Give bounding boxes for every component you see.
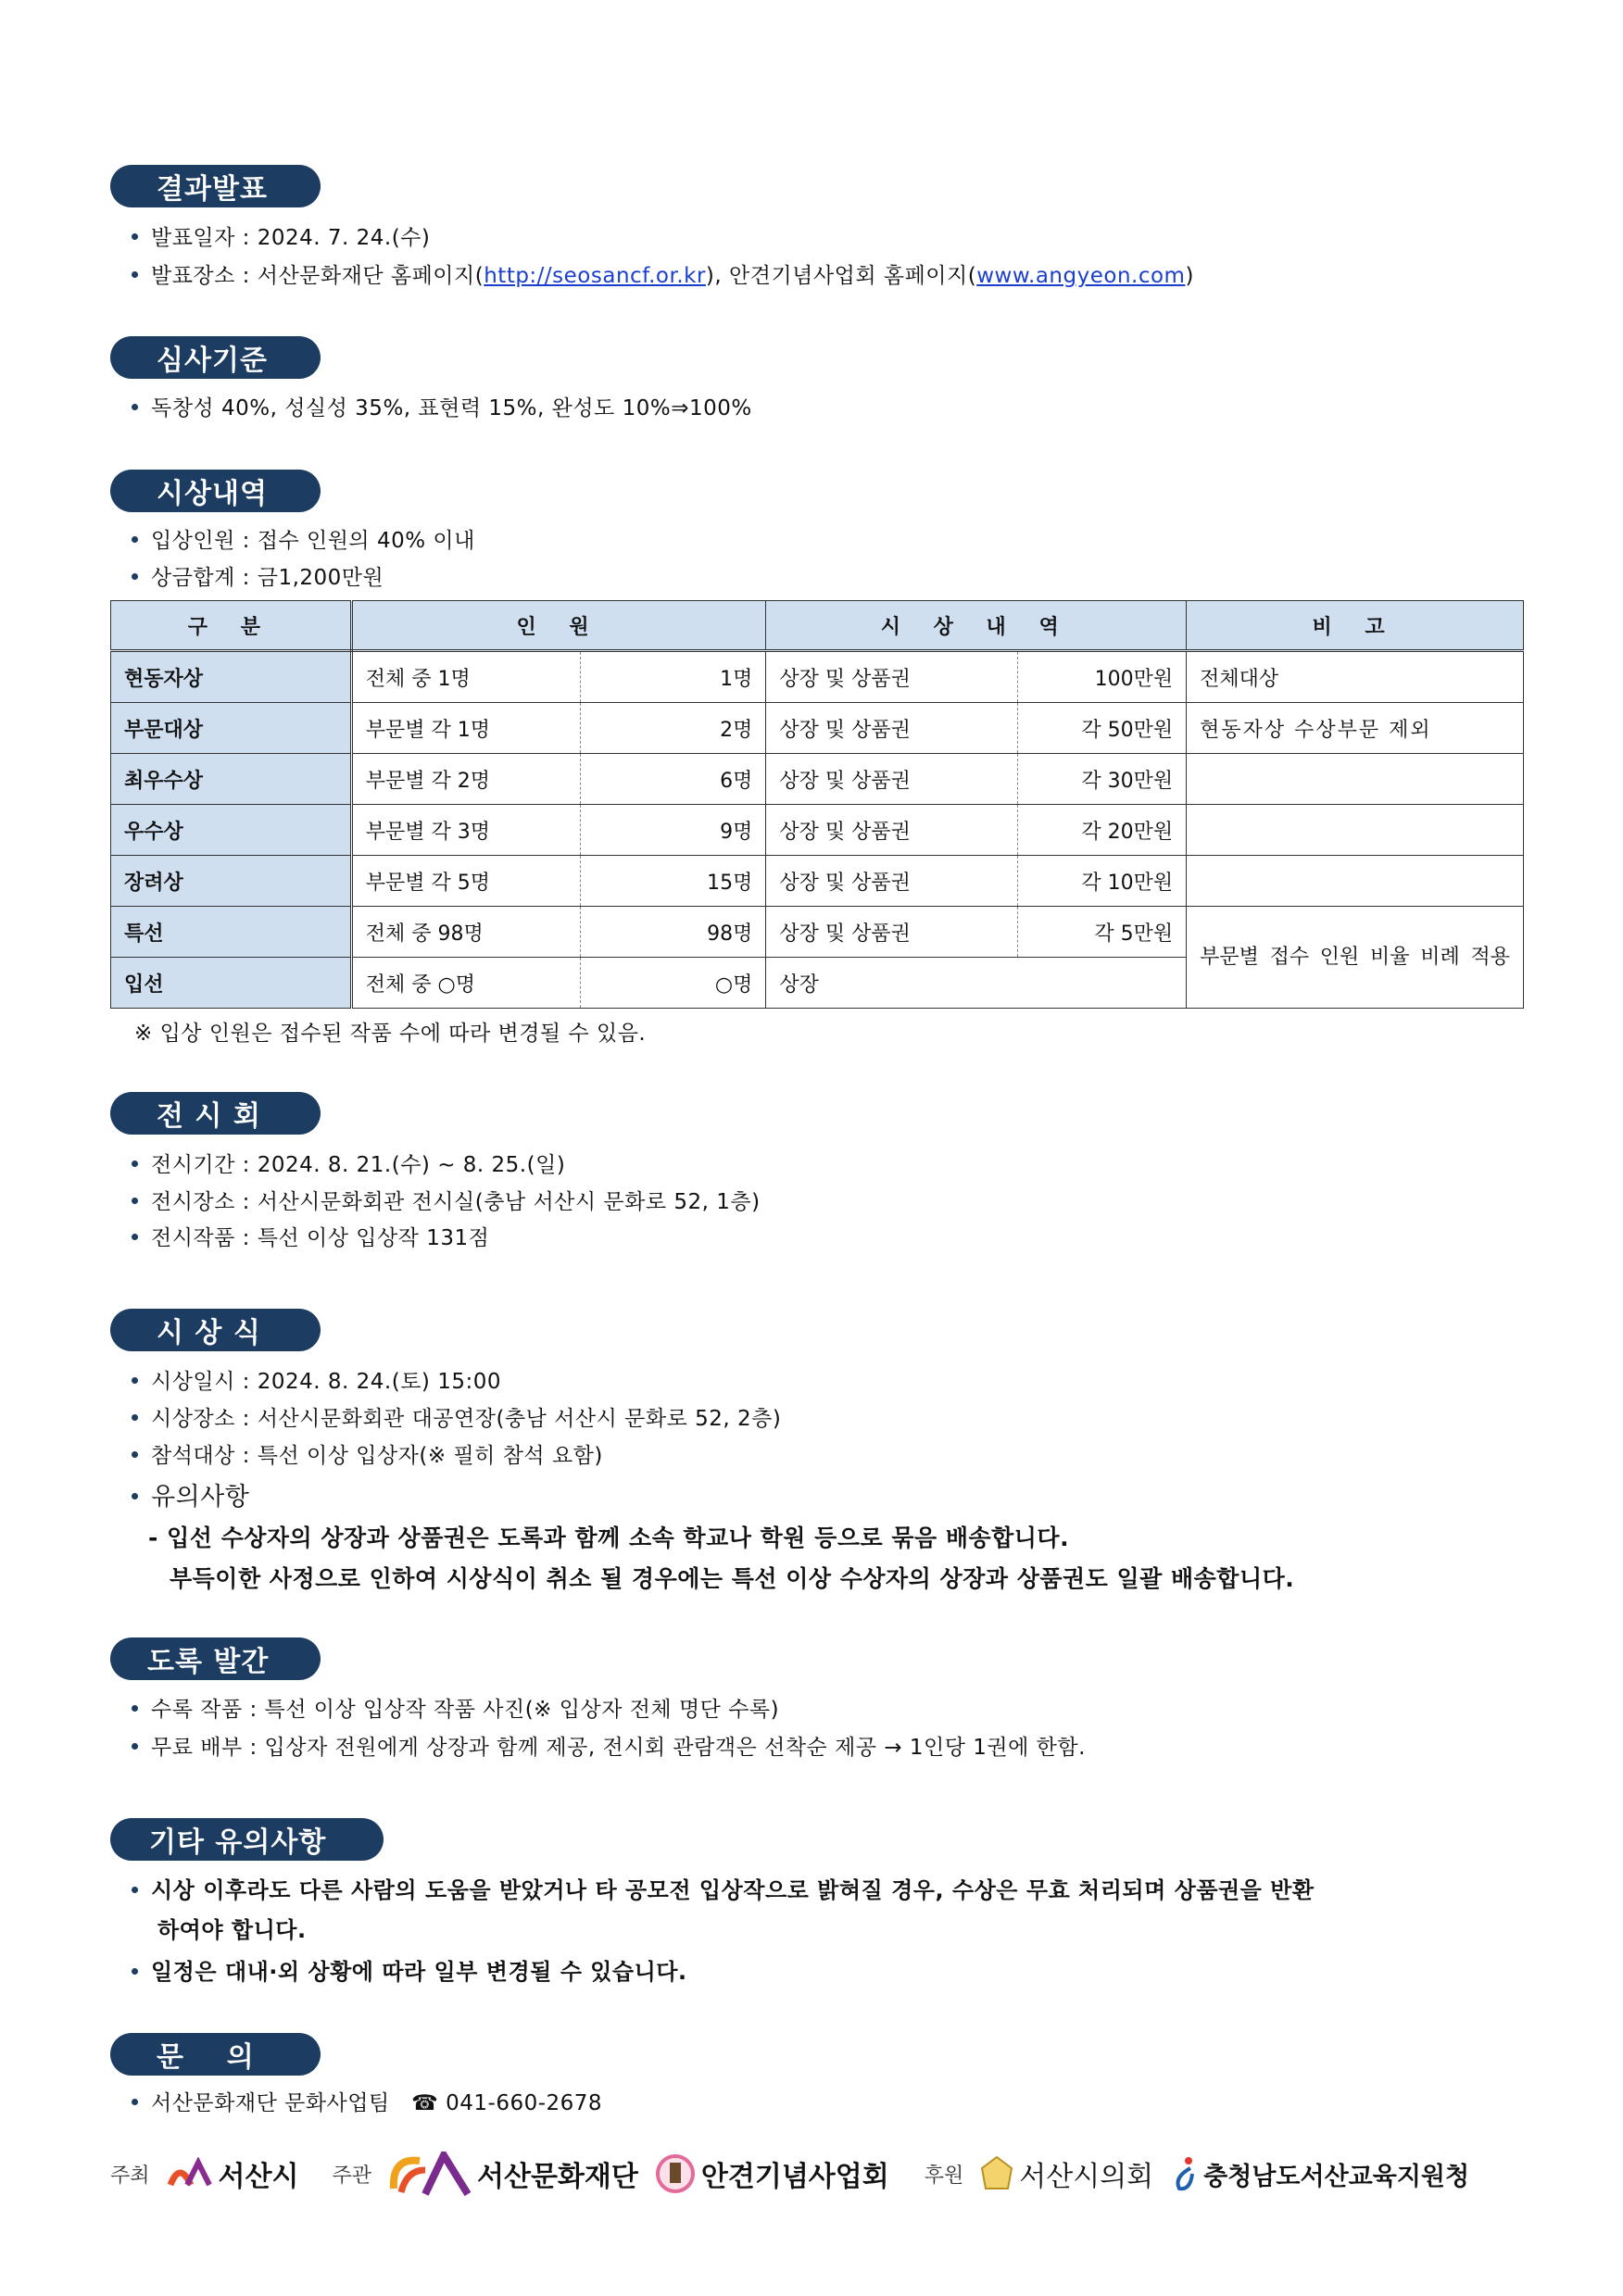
awards-table [110, 600, 1524, 1009]
awards-item-text: 상금합계 : 금1,200만원 [151, 566, 384, 590]
header-category: 구 분 [111, 601, 352, 651]
table-footnote: ※ 입상 인원은 접수된 작품 수에 따라 변경될 수 있음. [134, 1022, 647, 1046]
header-prize: 시 상 내 역 [766, 601, 1187, 651]
criteria-text [132, 391, 752, 421]
award-category: 장려상 [111, 856, 352, 907]
phone-icon: ☎ [411, 2091, 439, 2115]
bullet-icon [132, 1493, 138, 1499]
education-office-logo [1170, 2155, 1469, 2192]
award-category: 최우수상 [111, 754, 352, 805]
prize-amount: 각 5만원 [1018, 907, 1187, 958]
bullet-icon [132, 404, 138, 410]
header-people: 인 원 [351, 601, 766, 651]
people-desc: 전체 중 ○명 [351, 958, 580, 1009]
notice-title-text: 유의사항 [151, 1483, 250, 1512]
organizer-label: 주관 [332, 2164, 371, 2188]
table-row [111, 703, 1524, 754]
prize-amount: 각 30만원 [1018, 754, 1187, 805]
exhibition-item-text: 전시기간 : 2024. 8. 21.(수) ~ 8. 25.(일) [151, 1153, 566, 1177]
seosan-foundation-icon [388, 2152, 472, 2196]
note: 전체대상 [1187, 651, 1524, 703]
awards-item [132, 560, 384, 591]
education-office-icon [1170, 2155, 1198, 2192]
other-item-text: 일정은 대내·외 상황에 따라 일부 변경될 수 있습니다. [151, 1959, 687, 1985]
note: 현동자상 수상부문 제외 [1187, 703, 1524, 754]
prize-desc: 상장 및 상품권 [766, 754, 1018, 805]
ceremony-item [132, 1364, 501, 1395]
people-desc: 부문별 각 3명 [351, 805, 580, 856]
organizer1-name: 서산문화재단 [476, 2161, 638, 2193]
section-badge-contact: 문 의 [110, 2033, 321, 2076]
exhibition-item [132, 1185, 761, 1215]
table-row [111, 651, 1524, 703]
catalog-item-text: 무료 배부 : 입상자 전원에게 상장과 함께 제공, 전시회 관람객은 선착순 제공 → 1인당 1권에 한함. [151, 1736, 1086, 1760]
prize-amount: 각 20만원 [1018, 805, 1187, 856]
sponsor-label: 후원 [924, 2164, 964, 2188]
bullet-icon [132, 1743, 138, 1750]
bullet-icon [132, 573, 138, 580]
bullet-icon [132, 1887, 138, 1893]
section-badge-ceremony: 시 상 식 [110, 1309, 321, 1351]
contact-line [132, 2086, 602, 2116]
table-row [111, 754, 1524, 805]
header-note: 비 고 [1187, 601, 1524, 651]
bullet-icon [132, 233, 138, 240]
other-item-continued: 하여야 합니다. [157, 1917, 307, 1943]
bullet-icon [132, 1161, 138, 1167]
seosan-city-logo [167, 2153, 299, 2194]
table-row [111, 805, 1524, 856]
ceremony-item-text: 시상일시 : 2024. 8. 24.(토) 15:00 [151, 1370, 501, 1394]
section-badge-exhibition: 전 시 회 [110, 1092, 321, 1135]
sponsor2-name: 충청남도서산교육지원청 [1203, 2162, 1470, 2191]
ceremony-item [132, 1401, 781, 1432]
exhibition-item-text: 전시작품 : 특선 이상 입상작 131점 [151, 1226, 490, 1250]
bullet-icon [132, 1414, 138, 1421]
contact-team: 서산문화재단 문화사업팀 [151, 2091, 390, 2115]
other-item-text: 시상 이후라도 다른 사람의 도움을 받았거나 타 공모전 입상작으로 밝혀질 경우, 수상은 무효 처리되며 상품권을 반환 [151, 1877, 1315, 1903]
ceremony-item-text: 참석대상 : 특선 이상 입상자(※ 필히 참석 요함) [151, 1444, 603, 1468]
bullet-icon [132, 1234, 138, 1240]
prize-desc: 상장 및 상품권 [766, 907, 1018, 958]
results-date [132, 220, 430, 251]
ceremony-notice-line: - 입선 수상자의 상장과 상품권은 도록과 함께 소속 학교나 학원 등으로 묶음 배송합니다. [148, 1524, 1070, 1551]
award-category: 현동자상 [111, 651, 352, 703]
council-logo [980, 2153, 1153, 2194]
prize-desc: 상장 [766, 958, 1187, 1009]
ceremony-notice-line: 부득이한 사정으로 인하여 시상식이 취소 될 경우에는 특선 이상 수상자의 상장과 상품권도 일괄 배송합니다. [170, 1565, 1295, 1592]
prize-amount: 100만원 [1018, 651, 1187, 703]
prize-desc: 상장 및 상품권 [766, 856, 1018, 907]
footer-logos [110, 2151, 1528, 2197]
section-badge-criteria: 심사기준 [110, 336, 321, 379]
people-desc: 전체 중 1명 [351, 651, 580, 703]
ceremony-item-text: 시상장소 : 서산시문화회관 대공연장(충남 서산시 문화로 52, 2층) [151, 1407, 782, 1431]
seosancf-link[interactable]: http://seosancf.or.kr [484, 264, 706, 288]
people-desc: 부문별 각 5명 [351, 856, 580, 907]
table-header-row [111, 601, 1524, 651]
section-badge-catalog: 도록 발간 [110, 1637, 321, 1680]
bullet-icon [132, 1705, 138, 1712]
place-suffix: ) [1185, 264, 1194, 288]
prize-desc: 상장 및 상품권 [766, 805, 1018, 856]
awards-item [132, 523, 475, 554]
prize-desc: 상장 및 상품권 [766, 651, 1018, 703]
table-row [111, 907, 1524, 958]
exhibition-item [132, 1221, 489, 1251]
award-category: 입선 [111, 958, 352, 1009]
criteria-value: 독창성 40%, 성실성 35%, 표현력 15%, 완성도 10%⇒100% [151, 396, 752, 420]
bullet-icon [132, 1451, 138, 1458]
place-prefix: 발표장소 : 서산문화재단 홈페이지( [151, 264, 484, 288]
note [1187, 856, 1524, 907]
contact-phone[interactable]: 041-660-2678 [446, 2091, 603, 2115]
results-date-text: 발표일자 : 2024. 7. 24.(수) [151, 226, 431, 250]
people-count: 6명 [580, 754, 766, 805]
bullet-icon [132, 1968, 138, 1975]
bullet-icon [132, 1198, 138, 1204]
host-label: 주최 [110, 2164, 150, 2188]
people-desc: 부문별 각 2명 [351, 754, 580, 805]
catalog-item [132, 1692, 779, 1723]
other-item [132, 1872, 1315, 1904]
other-item [132, 1953, 687, 1986]
people-desc: 전체 중 98명 [351, 907, 580, 958]
people-desc: 부문별 각 1명 [351, 703, 580, 754]
section-badge-results: 결과발표 [110, 165, 321, 207]
section-badge-other: 기타 유의사항 [110, 1818, 384, 1861]
note: 부문별 접수 인원 비율 비례 적용 [1187, 907, 1524, 1009]
host-name: 서산시 [218, 2161, 299, 2193]
people-count: 15명 [580, 856, 766, 907]
people-count: 2명 [580, 703, 766, 754]
people-count: 1명 [580, 651, 766, 703]
place-mid: ), 안견기념사업회 홈페이지( [705, 264, 977, 288]
award-category: 부문대상 [111, 703, 352, 754]
bullet-icon [132, 2099, 138, 2105]
prize-amount: 각 50만원 [1018, 703, 1187, 754]
organizer2-name: 안견기념사업회 [700, 2161, 889, 2193]
bullet-icon [132, 536, 138, 543]
people-count: 98명 [580, 907, 766, 958]
angyeon-logo [655, 2153, 889, 2194]
results-place [132, 258, 1194, 289]
ceremony-item [132, 1438, 603, 1469]
people-count: ○명 [580, 958, 766, 1009]
prize-amount: 각 10만원 [1018, 856, 1187, 907]
awards-item-text: 입상인원 : 접수 인원의 40% 이내 [151, 529, 475, 553]
seosan-city-icon [167, 2157, 213, 2190]
ceremony-notice-title [132, 1476, 249, 1512]
angyeon-seal-icon [655, 2153, 696, 2194]
bullet-icon [132, 271, 138, 278]
people-count: 9명 [580, 805, 766, 856]
exhibition-item [132, 1148, 565, 1178]
prize-desc: 상장 및 상품권 [766, 703, 1018, 754]
section-badge-awards: 시상내역 [110, 470, 321, 512]
note [1187, 805, 1524, 856]
table-row [111, 856, 1524, 907]
award-category: 특선 [111, 907, 352, 958]
note [1187, 754, 1524, 805]
catalog-item [132, 1730, 1086, 1761]
council-emblem-icon [980, 2155, 1013, 2192]
exhibition-item-text: 전시장소 : 서산시문화회관 전시실(충남 서산시 문화로 52, 1층) [151, 1190, 761, 1214]
catalog-item-text: 수록 작품 : 특선 이상 입상작 작품 사진(※ 입상자 전체 명단 수록) [151, 1698, 780, 1722]
award-category: 우수상 [111, 805, 352, 856]
sponsor1-name: 서산시의회 [1019, 2161, 1154, 2193]
seosan-foundation-logo [388, 2152, 638, 2196]
angyeon-link[interactable]: www.angyeon.com [976, 264, 1186, 288]
bullet-icon [132, 1377, 138, 1384]
